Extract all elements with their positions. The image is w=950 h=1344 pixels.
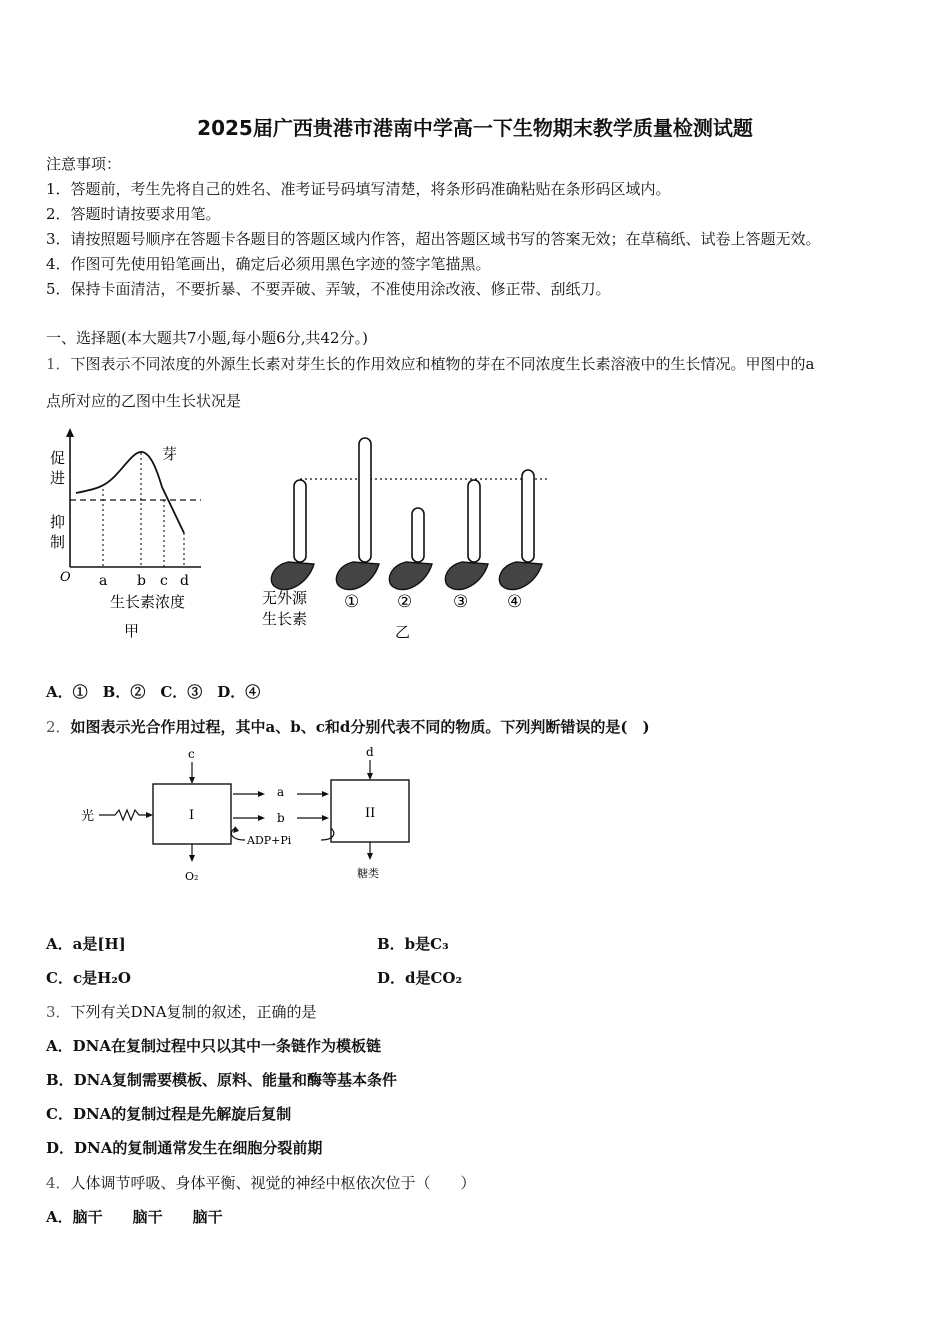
question-number: 2．	[46, 718, 71, 736]
figure-photosynthesis	[75, 744, 425, 889]
control-label-2: 生长素	[262, 610, 308, 628]
figure-caption-jia: 甲	[124, 622, 140, 640]
label-a: a	[277, 785, 285, 799]
label-adp-pi: ADP+Pi	[247, 834, 292, 847]
sprout-label-3: ③	[453, 592, 469, 612]
notice-heading: 注意事项：	[46, 155, 122, 173]
question-1-line2: 点所对应的乙图中生长状况是	[46, 392, 242, 410]
question-4	[46, 1172, 476, 1193]
label-o2: O₂	[185, 870, 199, 883]
page-title: 2025届广西贵港市港南中学高一下生物期末教学质量检测试题	[197, 116, 753, 140]
figure-yi-sprouts	[258, 430, 558, 645]
label-c: c	[188, 747, 195, 761]
sprout-4	[499, 470, 542, 590]
x-axis-label: 生长素浓度	[110, 593, 186, 611]
tick-b: b	[137, 573, 146, 589]
q2-option-c: C．c是H₂O	[46, 969, 131, 987]
notice-item: 1．答题前，考生先将自己的姓名、准考证号码填写清楚，将条形码准确粘贴在条形码区域内。	[46, 180, 671, 198]
figure-jia-graph	[46, 425, 216, 645]
sprout-control	[271, 480, 314, 590]
q3-option-d: D．DNA的复制通常发生在细胞分裂前期	[46, 1139, 323, 1157]
box-2-label: II	[365, 806, 376, 821]
label-d: d	[366, 745, 374, 759]
q3-option-a: A．DNA在复制过程中只以其中一条链作为模板链	[46, 1037, 381, 1055]
tick-d: d	[180, 573, 189, 589]
question-number: 1．	[46, 355, 71, 373]
figure-caption-yi: 乙	[395, 623, 411, 641]
sprout-label-2: ②	[397, 592, 413, 612]
question-2	[46, 716, 650, 737]
sprout-2	[389, 508, 432, 590]
q4-option-a: A．脑干 脑干 脑干	[46, 1208, 223, 1226]
curve-label-bud: 芽	[162, 445, 178, 463]
y-label-promote-2: 进	[50, 469, 66, 487]
label-sugar: 糖类	[357, 867, 379, 880]
question-number: 3．	[46, 1003, 71, 1021]
notice-item: 2．答题时请按要求用笔。	[46, 205, 221, 223]
origin-label: O	[60, 570, 71, 585]
question-text: 下图表示不同浓度的外源生长素对芽生长的作用效应和植物的芽在不同浓度生长素溶液中的生长情况。甲图中的a	[70, 355, 815, 373]
section-heading: 一、选择题(本大题共7小题,每小题6分,共42分。)	[46, 329, 368, 347]
y-label-inhibit-2: 制	[50, 533, 66, 551]
question-text: 如图表示光合作用过程，其中a、b、c和d分别代表不同的物质。下列判断错误的是( )	[70, 718, 650, 736]
question-number: 4．	[46, 1174, 71, 1192]
question-3	[46, 1001, 317, 1022]
light-label: 光	[81, 809, 95, 824]
y-label-inhibit-1: 抑	[50, 513, 66, 531]
q2-option-d: D．d是CO₂	[377, 969, 463, 987]
q3-option-c: C．DNA的复制过程是先解旋后复制	[46, 1105, 292, 1123]
q2-option-b: B．b是C₃	[377, 935, 449, 953]
label-b: b	[277, 811, 285, 825]
control-label-1: 无外源	[262, 589, 308, 607]
sprout-label-1: ①	[344, 592, 360, 612]
question-1-options: A．① B．② C．③ D．④	[46, 683, 261, 701]
notice-item: 4．作图可先使用铅笔画出，确定后必须用黑色字迹的签字笔描黑。	[46, 255, 491, 273]
y-label-promote-1: 促	[50, 449, 66, 467]
tick-c: c	[160, 573, 168, 589]
question-1	[46, 353, 815, 374]
question-text: 人体调节呼吸、身体平衡、视觉的神经中枢依次位于（ ）	[70, 1174, 476, 1192]
notice-item: 3．请按照题号顺序在答题卡各题目的答题区域内作答，超出答题区域书写的答案无效；在草稿纸、试卷上答题无效。	[46, 230, 821, 248]
notice-item: 5．保持卡面清洁，不要折暴、不要弄破、弄皱，不准使用涂改液、修正带、刮纸刀。	[46, 280, 611, 298]
sprout-1	[336, 438, 379, 590]
tick-a: a	[99, 573, 108, 589]
sprout-3	[445, 480, 488, 590]
sprout-label-4: ④	[507, 592, 523, 612]
q2-option-a: A．a是[H]	[46, 935, 126, 953]
box-1-label: I	[189, 808, 195, 823]
q3-option-b: B．DNA复制需要模板、原料、能量和酶等基本条件	[46, 1071, 398, 1089]
question-text: 下列有关DNA复制的叙述，正确的是	[70, 1003, 317, 1021]
